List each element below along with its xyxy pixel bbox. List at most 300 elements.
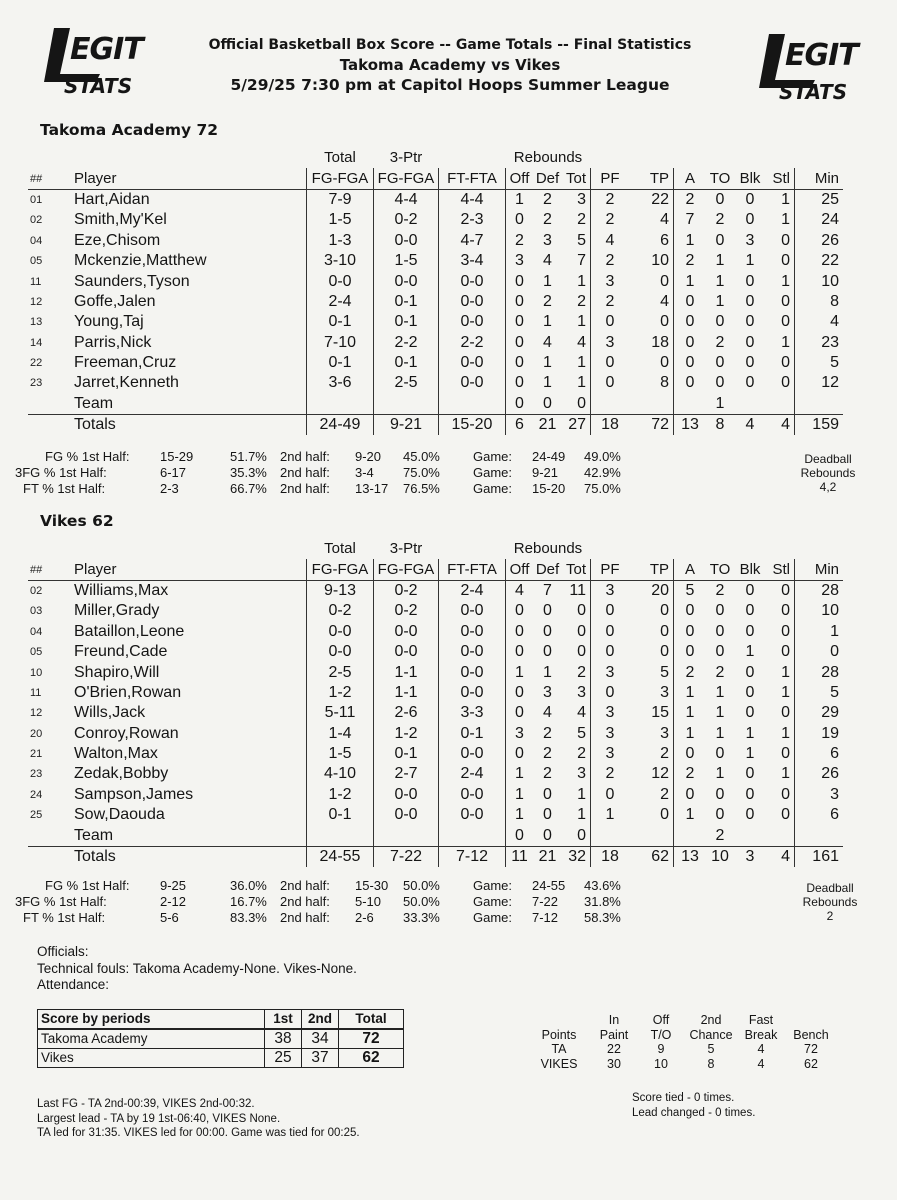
- player-number: 04: [30, 234, 43, 247]
- extra-cell: TA: [551, 1042, 567, 1056]
- pct-1st-half-pct: 66.7%: [230, 481, 267, 497]
- player-def-reb: 0: [543, 643, 552, 661]
- pct-2nd-half: 2-6: [355, 910, 374, 926]
- player-turnovers: 1: [715, 704, 725, 722]
- score-by-periods-table: [37, 1009, 404, 1068]
- pct-2nd-half-pct: 76.5%: [403, 481, 440, 497]
- team-row-label: Team: [62, 394, 307, 415]
- col-off: Off: [506, 168, 534, 189]
- player-pf: 2: [605, 765, 615, 783]
- player-fg: 1-5: [307, 744, 374, 764]
- player-fg3: 0-0: [374, 622, 439, 642]
- player-fg: 4-10: [307, 764, 374, 784]
- player-def-reb: 2: [543, 745, 552, 763]
- player-turnovers: 2: [715, 211, 725, 229]
- player-tot-reb: 0: [562, 601, 591, 621]
- player-blocks: 0: [745, 333, 755, 351]
- logo-word-1: EGIT: [70, 32, 143, 67]
- pct-game-pct: 31.8%: [584, 894, 621, 910]
- col-num: ##: [28, 559, 62, 580]
- pct-1st-half: 2-3: [160, 481, 179, 497]
- player-turnovers: 0: [715, 806, 725, 824]
- player-pf: 2: [605, 292, 615, 310]
- player-ft: 2-4: [439, 764, 506, 784]
- player-tp: 15: [629, 703, 674, 723]
- player-blocks: 0: [745, 602, 755, 620]
- player-tp: 0: [629, 312, 674, 332]
- extra-head: Fast: [748, 1013, 774, 1027]
- player-fg3: 0-2: [374, 580, 439, 601]
- player-assists: 0: [685, 333, 695, 351]
- player-assists: 7: [685, 211, 695, 229]
- team-tot-reb: 0: [562, 825, 591, 846]
- rebounds-group-label: Rebounds: [513, 540, 583, 558]
- player-fg3: 4-4: [374, 189, 439, 210]
- extra-row: [528, 1042, 838, 1057]
- player-minutes: 0: [830, 643, 839, 661]
- player-def-reb: 7: [543, 581, 552, 599]
- extra-head: Points: [541, 1027, 577, 1042]
- totals-fg3: 7-22: [374, 846, 439, 867]
- totals-tp: 72: [629, 415, 674, 436]
- player-turnovers: 2: [715, 581, 725, 599]
- player-steals: 0: [766, 231, 795, 251]
- player-blocks: 0: [745, 581, 755, 599]
- col-fg: FG-FGA: [307, 168, 374, 189]
- pct-1st-half-pct: 35.3%: [230, 465, 267, 481]
- col-blk: Blk: [734, 168, 766, 189]
- player-def-reb: 4: [543, 704, 552, 722]
- player-name: Shapiro,Will: [62, 662, 307, 682]
- team-turnovers: 2: [715, 826, 725, 844]
- player-pf: 0: [605, 643, 615, 661]
- player-pf: 3: [605, 581, 615, 599]
- player-row: [28, 805, 843, 825]
- col-to: TO: [706, 168, 734, 189]
- deadball-value: 2: [826, 909, 834, 923]
- totals-assists: 13: [674, 415, 707, 436]
- totals-steals: 4: [766, 415, 795, 436]
- player-assists: 0: [685, 745, 695, 763]
- periods-row: [38, 1029, 404, 1049]
- player-minutes: 5: [830, 354, 839, 372]
- player-blocks: 3: [745, 231, 755, 249]
- team-off-reb: 0: [515, 826, 524, 844]
- totals-minutes: 161: [795, 846, 844, 867]
- player-steals: 1: [766, 189, 795, 210]
- player-number: 11: [30, 686, 42, 699]
- team-title: Takoma Academy 72: [40, 121, 219, 139]
- technical-fouls-line: Technical fouls: Takoma Academy-None. Vikes-None.: [37, 961, 357, 976]
- player-name: Smith,My'Kel: [62, 210, 307, 230]
- totals-off-reb: 6: [506, 415, 534, 436]
- team-row: [28, 825, 843, 846]
- player-name: Wills,Jack: [62, 703, 307, 723]
- pct-game-pct: 58.3%: [584, 910, 621, 926]
- totals-turnovers: 10: [706, 846, 734, 867]
- pct-label: FT % 1st Half:: [23, 481, 106, 497]
- extra-head: 2nd: [700, 1013, 722, 1027]
- player-ft: 0-0: [439, 373, 506, 393]
- player-row: [28, 210, 843, 230]
- player-fg3: 0-0: [374, 642, 439, 662]
- player-off-reb: 1: [515, 765, 524, 783]
- player-fg: 7-9: [307, 189, 374, 210]
- pct-2nd-half-pct: 75.0%: [403, 465, 440, 481]
- totals-off-reb: 11: [506, 846, 534, 867]
- note-lead-changed: Lead changed - 0 times.: [632, 1106, 756, 1119]
- player-name: Sampson,James: [62, 785, 307, 805]
- player-row: [28, 373, 843, 393]
- player-tot-reb: 0: [562, 642, 591, 662]
- player-fg: 0-1: [307, 805, 374, 825]
- pct-game-label: Game:: [473, 910, 513, 926]
- player-turnovers: 1: [715, 724, 725, 742]
- pct-1st-half: 6-17: [160, 465, 187, 481]
- player-assists: 1: [685, 704, 695, 722]
- player-off-reb: 0: [515, 211, 524, 229]
- player-off-reb: 0: [515, 745, 524, 763]
- player-assists: 0: [685, 374, 695, 392]
- player-off-reb: 0: [515, 643, 524, 661]
- pct-game: 9-21: [532, 465, 559, 481]
- player-blocks: 0: [745, 292, 755, 310]
- player-minutes: 6: [830, 806, 839, 824]
- note-last-fg: Last FG - TA 2nd-00:39, VIKES 2nd-00:32.: [37, 1098, 255, 1110]
- notes-left: [37, 1097, 360, 1141]
- player-fg: 1-5: [307, 210, 374, 230]
- pct-2nd-half: 9-20: [355, 449, 382, 464]
- player-steals: 0: [766, 580, 795, 601]
- player-ft: 0-0: [439, 642, 506, 662]
- team-row-label: Team: [62, 825, 307, 846]
- box-score-table: [28, 148, 843, 435]
- pct-game: 7-12: [532, 910, 559, 926]
- player-def-reb: 1: [543, 272, 552, 290]
- player-blocks: 1: [745, 643, 755, 661]
- player-fg: 0-1: [307, 353, 374, 373]
- player-fg3: 0-2: [374, 601, 439, 621]
- player-ft: 0-0: [439, 312, 506, 332]
- player-steals: 0: [766, 642, 795, 662]
- player-number: 22: [30, 357, 43, 370]
- player-ft: 0-0: [439, 785, 506, 805]
- pct-2nd-half-pct: 50.0%: [403, 894, 440, 910]
- pct-game-pct: 43.6%: [584, 878, 621, 893]
- player-assists: 0: [685, 292, 695, 310]
- col-a: A: [674, 559, 707, 580]
- player-off-reb: 1: [515, 190, 524, 208]
- player-pf: 0: [605, 683, 615, 701]
- player-number: 01: [30, 193, 43, 206]
- periods-team: Vikes: [38, 1049, 265, 1068]
- player-tot-reb: 2: [562, 744, 591, 764]
- player-fg: 1-2: [307, 785, 374, 805]
- player-blocks: 0: [745, 663, 755, 681]
- player-fg3: 0-0: [374, 231, 439, 251]
- player-number: 25: [30, 809, 43, 822]
- deadball-value: 4,2: [819, 480, 837, 494]
- player-steals: 1: [766, 662, 795, 682]
- player-assists: 0: [685, 313, 695, 331]
- player-turnovers: 0: [715, 190, 725, 208]
- player-row: [28, 312, 843, 332]
- player-minutes: 19: [821, 724, 839, 742]
- player-blocks: 0: [745, 211, 755, 229]
- totals-fg: 24-55: [307, 846, 374, 867]
- player-name: Eze,Chisom: [62, 231, 307, 251]
- team-def-reb: 0: [543, 826, 552, 844]
- pct-2nd-half: 15-30: [355, 878, 389, 893]
- player-off-reb: 0: [515, 333, 524, 351]
- logo-word-2: STATS: [64, 74, 133, 98]
- attendance-line: Attendance:: [37, 977, 110, 992]
- player-name: Young,Taj: [62, 312, 307, 332]
- player-turnovers: 1: [715, 292, 725, 310]
- player-tp: 0: [629, 642, 674, 662]
- player-row: [28, 231, 843, 251]
- notes-right: [632, 1091, 755, 1120]
- player-tp: 12: [629, 764, 674, 784]
- player-off-reb: 1: [515, 663, 524, 681]
- player-tot-reb: 2: [562, 292, 591, 312]
- pct-game-label: Game:: [473, 878, 513, 893]
- pct-2nd-half-label: 2nd half:: [280, 481, 330, 497]
- team-title: Vikes 62: [40, 512, 114, 530]
- header-line-1: Official Basketball Box Score -- Game Totals -- Final Statistics: [208, 37, 692, 53]
- totals-ft: 7-12: [439, 846, 506, 867]
- player-assists: 2: [685, 663, 695, 681]
- player-minutes: 24: [821, 211, 839, 229]
- player-number: 20: [30, 727, 43, 740]
- col-off: Off: [506, 559, 534, 580]
- player-pf: 3: [605, 724, 615, 742]
- player-fg3: 1-2: [374, 724, 439, 744]
- group-header-row: [28, 539, 843, 559]
- player-tp: 2: [629, 785, 674, 805]
- player-ft: 0-0: [439, 683, 506, 703]
- pct-label: FT % 1st Half:: [23, 910, 106, 926]
- pct-2nd-half-pct: 50.0%: [403, 878, 440, 893]
- player-off-reb: 2: [515, 231, 524, 249]
- col-tot: Tot: [562, 559, 591, 580]
- player-row: [28, 622, 843, 642]
- player-steals: 1: [766, 724, 795, 744]
- player-number: 21: [30, 748, 43, 761]
- pct-label: FG % 1st Half:: [45, 449, 130, 464]
- pct-game: 7-22: [532, 894, 559, 910]
- extra-cell: 8: [707, 1056, 715, 1071]
- team-off-reb: 0: [515, 394, 524, 412]
- extra-head: Paint: [599, 1027, 629, 1042]
- player-fg3: 1-1: [374, 662, 439, 682]
- player-pf: 3: [605, 333, 615, 351]
- player-minutes: 22: [821, 252, 839, 270]
- player-def-reb: 4: [543, 333, 552, 351]
- player-steals: 0: [766, 744, 795, 764]
- periods-total: 62: [339, 1049, 404, 1068]
- player-turnovers: 0: [715, 231, 725, 249]
- player-assists: 0: [685, 354, 695, 372]
- player-pf: 0: [605, 313, 615, 331]
- player-name: Parris,Nick: [62, 333, 307, 353]
- player-turnovers: 0: [715, 785, 725, 803]
- player-row: [28, 724, 843, 744]
- player-tp: 5: [629, 662, 674, 682]
- player-row: [28, 189, 843, 210]
- pct-1st-half-pct: 16.7%: [230, 894, 267, 910]
- player-blocks: 0: [745, 683, 755, 701]
- col-def: Def: [533, 559, 562, 580]
- player-row: [28, 271, 843, 291]
- team-tot-reb: 0: [562, 394, 591, 415]
- column-header-row: [28, 168, 843, 189]
- player-def-reb: 4: [543, 252, 552, 270]
- pct-1st-half: 5-6: [160, 910, 179, 926]
- pct-2nd-half-pct: 33.3%: [403, 910, 440, 926]
- player-minutes: 28: [821, 663, 839, 681]
- player-fg3: 2-6: [374, 703, 439, 723]
- player-fg3: 0-0: [374, 785, 439, 805]
- totals-ft: 15-20: [439, 415, 506, 436]
- player-pf: 0: [605, 602, 615, 620]
- player-off-reb: 0: [515, 313, 524, 331]
- player-def-reb: 2: [543, 190, 552, 208]
- player-fg: 0-2: [307, 601, 374, 621]
- three-ptr-group-label: 3-Ptr: [389, 540, 423, 558]
- total-group-label: Total: [324, 149, 356, 167]
- player-ft: 0-0: [439, 662, 506, 682]
- player-def-reb: 0: [543, 806, 552, 824]
- pct-1st-half: 15-29: [160, 449, 194, 464]
- player-blocks: 1: [745, 745, 755, 763]
- player-tot-reb: 4: [562, 333, 591, 353]
- col-tot: Tot: [562, 168, 591, 189]
- player-number: 03: [30, 605, 43, 618]
- player-assists: 1: [685, 724, 695, 742]
- player-fg3: 2-7: [374, 764, 439, 784]
- player-tp: 20: [629, 580, 674, 601]
- player-blocks: 0: [745, 374, 755, 392]
- col-player: Player: [62, 559, 307, 580]
- col-tp: TP: [629, 168, 674, 189]
- pct-game: 24-55: [532, 878, 566, 893]
- totals-fg: 24-49: [307, 415, 374, 436]
- player-assists: 5: [685, 581, 695, 599]
- pct-game-pct: 75.0%: [584, 481, 621, 497]
- pct-label: 3FG % 1st Half:: [15, 894, 107, 910]
- player-off-reb: 0: [515, 683, 524, 701]
- col-stl: Stl: [766, 168, 795, 189]
- player-tp: 8: [629, 373, 674, 393]
- totals-label: Totals: [62, 415, 307, 436]
- player-steals: 0: [766, 703, 795, 723]
- player-assists: 1: [685, 683, 695, 701]
- player-ft: 2-3: [439, 210, 506, 230]
- player-steals: 1: [766, 333, 795, 353]
- player-fg: 1-3: [307, 231, 374, 251]
- col-to: TO: [706, 559, 734, 580]
- pct-game-pct: 42.9%: [584, 465, 621, 481]
- player-off-reb: 1: [515, 806, 524, 824]
- extra-head: T/O: [650, 1027, 672, 1042]
- extra-head: Off: [652, 1013, 670, 1027]
- totals-tot-reb: 27: [562, 415, 591, 436]
- pct-label: 3FG % 1st Half:: [15, 465, 107, 481]
- player-fg: 7-10: [307, 333, 374, 353]
- player-tot-reb: 5: [562, 231, 591, 251]
- player-turnovers: 1: [715, 272, 725, 290]
- player-steals: 1: [766, 210, 795, 230]
- player-pf: 0: [605, 785, 615, 803]
- player-number: 11: [30, 275, 42, 288]
- col-stl: Stl: [766, 559, 795, 580]
- extra-head: [784, 1013, 838, 1028]
- periods-1st: 25: [265, 1049, 302, 1068]
- player-assists: 0: [685, 622, 695, 640]
- player-number: 13: [30, 316, 43, 329]
- player-turnovers: 0: [715, 354, 725, 372]
- player-fg: 2-4: [307, 292, 374, 312]
- officials-line: Officials:: [37, 944, 89, 959]
- player-number: 02: [30, 214, 43, 227]
- player-fg3: 2-5: [374, 373, 439, 393]
- player-steals: 1: [766, 271, 795, 291]
- three-ptr-group-label: 3-Ptr: [389, 149, 423, 167]
- player-pf: 2: [605, 252, 615, 270]
- player-pf: 2: [605, 190, 615, 208]
- extra-cell: 62: [804, 1056, 818, 1071]
- team-def-reb: 0: [543, 394, 552, 412]
- player-tp: 0: [629, 353, 674, 373]
- pct-2nd-half-label: 2nd half:: [280, 894, 330, 910]
- totals-label: Totals: [62, 846, 307, 867]
- player-minutes: 29: [821, 704, 839, 722]
- player-fg3: 0-1: [374, 353, 439, 373]
- player-name: Saunders,Tyson: [62, 271, 307, 291]
- player-tot-reb: 1: [562, 785, 591, 805]
- player-fg: 0-0: [307, 271, 374, 291]
- player-row: [28, 292, 843, 312]
- player-assists: 2: [685, 252, 695, 270]
- player-tot-reb: 1: [562, 312, 591, 332]
- pct-label: FG % 1st Half:: [45, 878, 130, 893]
- pct-1st-half-pct: 83.3%: [230, 910, 267, 926]
- player-tot-reb: 0: [562, 622, 591, 642]
- pct-game: 15-20: [532, 481, 566, 497]
- player-ft: 0-0: [439, 805, 506, 825]
- periods-header-1st: 1st: [265, 1010, 302, 1030]
- player-ft: 0-0: [439, 353, 506, 373]
- periods-header-label: Score by periods: [38, 1010, 265, 1030]
- player-minutes: 26: [821, 765, 839, 783]
- periods-2nd: 37: [302, 1049, 339, 1068]
- col-blk: Blk: [734, 559, 766, 580]
- extra-cell: 30: [607, 1056, 621, 1071]
- player-row: [28, 251, 843, 271]
- player-off-reb: 0: [515, 374, 524, 392]
- totals-tot-reb: 32: [562, 846, 591, 867]
- player-tot-reb: 2: [562, 662, 591, 682]
- extra-cell: 22: [607, 1042, 621, 1056]
- player-blocks: 0: [745, 785, 755, 803]
- logo-word-1: EGIT: [785, 38, 858, 73]
- player-tot-reb: 2: [562, 210, 591, 230]
- totals-assists: 13: [674, 846, 707, 867]
- player-pf: 3: [605, 704, 615, 722]
- player-minutes: 6: [830, 745, 839, 763]
- rebounds-label: Rebounds: [802, 895, 858, 909]
